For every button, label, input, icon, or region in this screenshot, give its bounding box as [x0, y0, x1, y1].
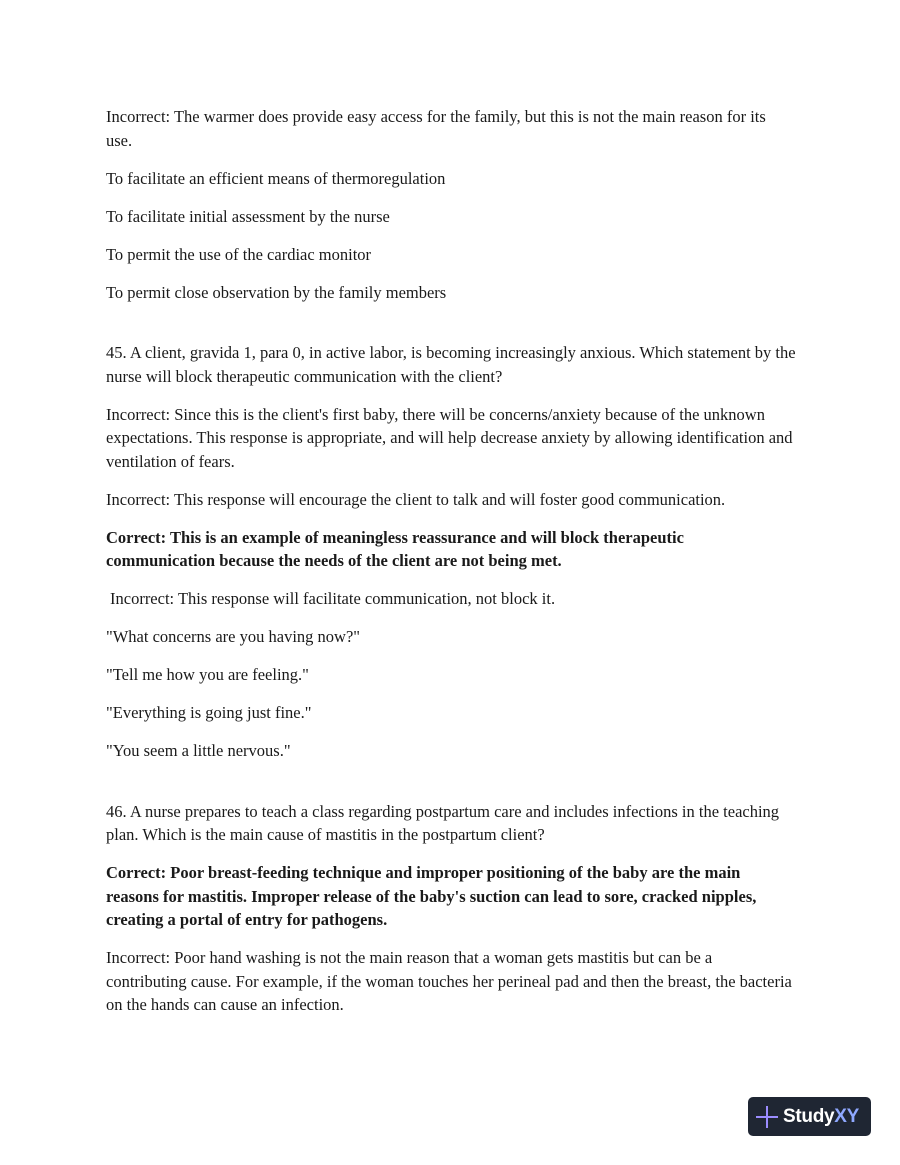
plus-icon: [756, 1106, 778, 1128]
answer-explanation: Incorrect: The warmer does provide easy access for the family, but this is not the main reason for its use.: [106, 107, 766, 150]
answer-option: "You seem a little nervous.": [106, 741, 291, 760]
answer-option: "Everything is going just fine.": [106, 703, 312, 722]
answer-explanation: Incorrect: Since this is the client's first baby, there will be concerns/anxiety because of the unknown expectations. This response is appropriate, and will help decrease anxiety by allowing identification and ventilation of fears.: [106, 404, 793, 471]
answer-option: To facilitate initial assessment by the nurse: [106, 206, 390, 226]
brand-name-xy: XY: [834, 1105, 860, 1127]
answer-explanation: Incorrect: This response will encourage the client to talk and will foster good communication.: [106, 489, 726, 509]
answer-option: "Tell me how you are feeling.": [106, 665, 309, 684]
answer-explanation: Incorrect: This response will facilitate communication, not block it.: [110, 589, 556, 608]
correct-answer-explanation: Correct: Poor breast-feeding technique and improper positioning of the baby are the main reasons for mastitis. Improper release of the baby's suction can lead to sore, cracked nipples, creating a portal of entry for pathogens.: [106, 863, 757, 929]
answer-option: "What concerns are you having now?": [106, 627, 361, 646]
brand-name: [783, 1106, 859, 1128]
answer-option: To permit close observation by the family members: [106, 282, 447, 302]
question-46: 46. A nurse prepares to teach a class regarding postpartum care and includes infections in the teaching plan. Which is the main cause of mastitis in the postpartum client?: [106, 801, 780, 844]
studyxy-logo-badge[interactable]: [748, 1097, 871, 1136]
brand-name-study: Study: [783, 1105, 835, 1127]
question-45: 45. A client, gravida 1, para 0, in active labor, is becoming increasingly anxious. Which statement by the nurse will block therapeutic communication with the client?: [106, 343, 796, 386]
document-page: [106, 105, 796, 1031]
correct-answer-explanation: Correct: This is an example of meaningless reassurance and will block therapeutic communication because the needs of the client are not being met.: [106, 527, 684, 570]
answer-option: To facilitate an efficient means of thermoregulation: [106, 168, 446, 188]
answer-explanation: Incorrect: Poor hand washing is not the main reason that a woman gets mastitis but can be a contributing cause. For example, if the woman touches her perineal pad and then the breast, the bacteria on the hands can cause an infection.: [106, 948, 792, 1014]
answer-option: To permit the use of the cardiac monitor: [106, 244, 372, 264]
